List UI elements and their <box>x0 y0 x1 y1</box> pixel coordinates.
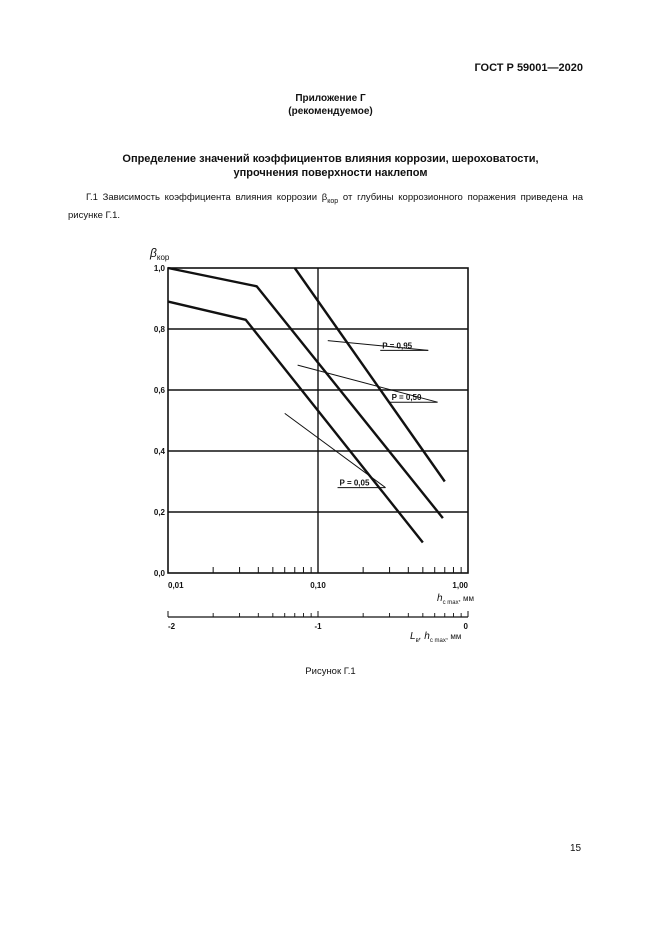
x-tick-label: 1,00 <box>452 581 468 590</box>
body-paragraph <box>68 191 583 223</box>
figure-caption: Рисунок Г.1 <box>305 666 356 677</box>
section-heading-line1: Определение значений коэффициентов влияния коррозии, шероховатости, <box>122 153 539 165</box>
y-axis-label: $\beta_{кор}$ <box>150 246 170 262</box>
series-line-3 <box>168 302 423 543</box>
section-heading <box>0 152 661 180</box>
series-label: P = 0,05 <box>339 478 370 488</box>
y-tick-labels <box>154 264 166 578</box>
y-tick-label: 0,8 <box>153 325 165 334</box>
series-label: P = 0,95 <box>382 341 413 351</box>
y-tick-label: 0,0 <box>153 569 165 578</box>
paragraph-text-2: от глубины коррозионного поражения приведена на рисунке Г.1. <box>68 192 583 221</box>
log-axis-label: $L_в$, $h_{с max}^{, мм}$ <box>410 631 462 644</box>
series-line-1 <box>295 268 445 482</box>
appendix-subtitle: (рекомендуемое) <box>288 106 373 117</box>
appendix-title: Приложение Г <box>295 93 366 104</box>
series-label: P = 0,50 <box>391 393 422 403</box>
appendix-block <box>0 92 661 118</box>
chart-series <box>168 268 445 543</box>
label-leader <box>328 341 428 351</box>
x-axis-label: $h_{с max}^{, мм}$ <box>437 593 475 606</box>
chart-grid <box>168 268 468 573</box>
y-tick-label: 0,2 <box>153 508 165 517</box>
x-tick-label: 0,10 <box>310 581 326 590</box>
y-tick-label: 0,4 <box>153 447 165 456</box>
log-axis-ticks <box>168 611 469 631</box>
log-axis-tick-label: -1 <box>314 622 322 631</box>
y-tick-label: 0,6 <box>153 386 165 395</box>
log-minor-ticks <box>213 567 461 573</box>
corrosion-chart <box>140 240 510 655</box>
paragraph-subscript: кор <box>327 197 339 205</box>
y-tick-label: 1,0 <box>153 264 165 273</box>
x-tick-labels <box>168 581 469 590</box>
page-number: 15 <box>570 843 582 854</box>
standard-number: ГОСТ Р 59001—2020 <box>474 62 583 74</box>
section-heading-line2: упрочнения поверхности наклепом <box>233 167 428 179</box>
log-axis-tick-label: -2 <box>168 622 176 631</box>
log-axis-tick-label: 0 <box>463 622 468 631</box>
paragraph-text-1: Г.1 Зависимость коэффициента влияния коррозии β <box>86 192 328 203</box>
x-tick-label: 0,01 <box>168 581 184 590</box>
